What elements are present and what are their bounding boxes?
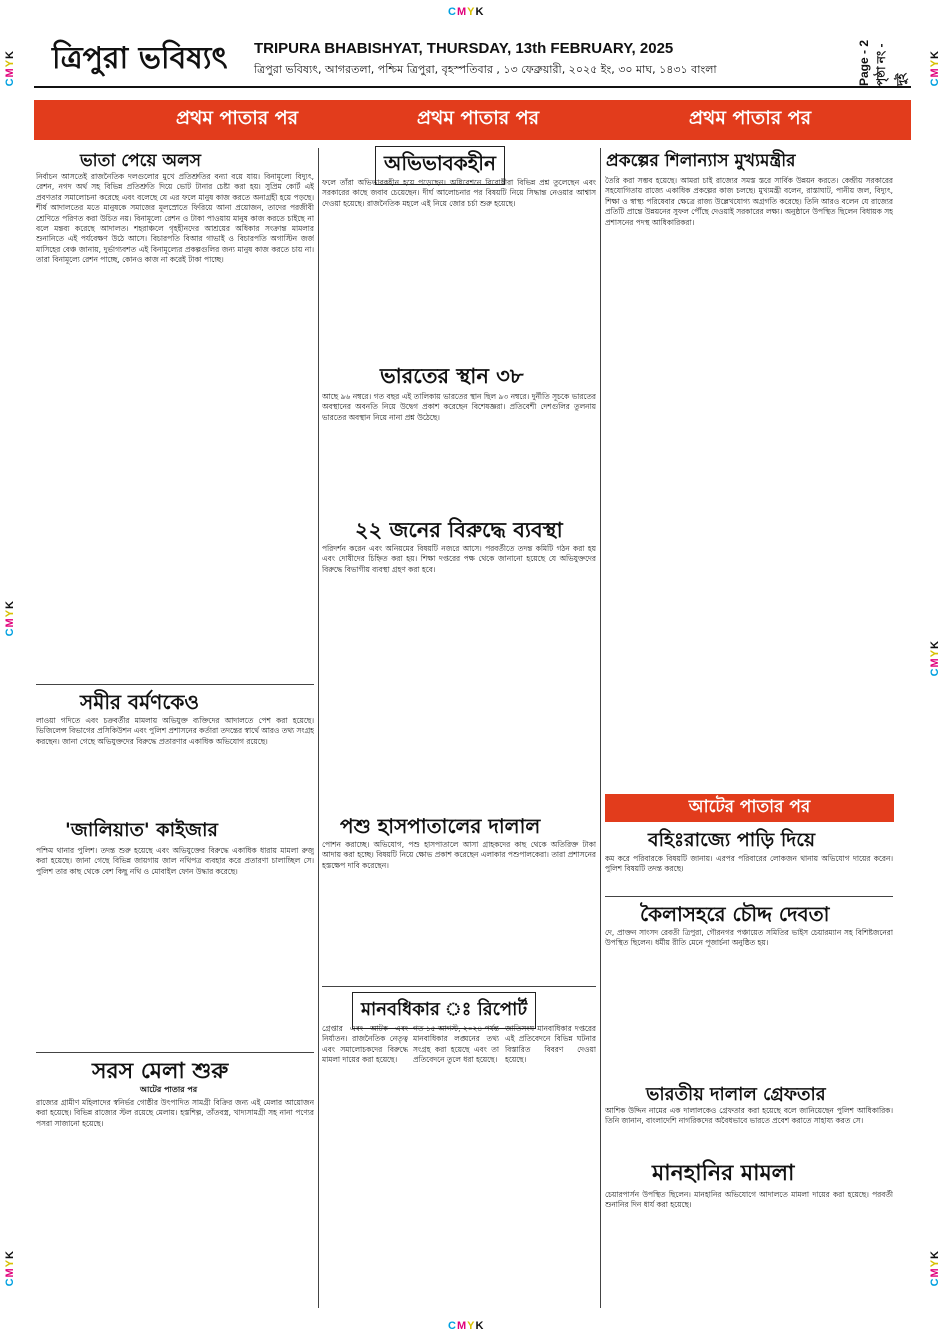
cmyk-mark-right: CMYK: [929, 50, 941, 87]
cmyk-mark-left: CMYK: [4, 600, 16, 637]
headline-manahani: মানহানির মামলা: [652, 1161, 795, 1186]
headline-abhibhabokhin: অভিভাবকহীন: [375, 146, 505, 185]
section-divider: [322, 986, 596, 987]
article-bahirajye: কম করে পরিবারকে বিষয়টি জানায়। এরপর পরিবারের লোকজন থানায় অভিযোগ দায়ের করেন। পুলিশ বিষয়টি তদন্ত করছে।: [605, 854, 893, 874]
headline-dalal-grefatar: ভারতীয় দালাল গ্রেফতার: [646, 1084, 826, 1105]
headline-pashu-hospital: পশু হাসপাতালের দালাল: [340, 814, 541, 838]
masthead-title: TRIPURA BHABISHYAT, THURSDAY, 13th FEBRUARY, 2025: [254, 40, 674, 57]
article-manahani: চেয়ারপার্সন উপস্থিত ছিলেন। মানহানির অভিযোগে আদালতে মামলা দায়ের করা হয়েছে। পরবর্তী শুনানির দিন ধার্য করা হয়েছে।: [605, 1190, 893, 1210]
headline-vata: ভাতা পেয়ে অলস: [80, 151, 202, 171]
continued-label: আটের পাতার পর: [140, 1085, 198, 1094]
headline-kaizar: 'জালিয়াত' কাইজার: [65, 819, 218, 841]
headline-22-jon: ২২ জনের বিরুদ্ধে ব্যবস্থা: [355, 518, 563, 542]
masthead-subtitle: ত্রিপুরা ভবিষ্যৎ, আগরতলা, পশ্চিম ত্রিপুরা, বৃহস্পতিবার , ১৩ ফেব্রুয়ারী, ২০২৫ ইং, ৩০ মাঘ, ১৪৩১ বাংলা: [254, 63, 717, 76]
section-divider: [36, 684, 314, 685]
newspaper-logo: ত্রিপুরা ভবিষ্যৎ: [52, 41, 228, 76]
masthead: [34, 28, 911, 88]
article-vata: নির্বাচন আসতেই রাজনৈতিক দলগুলোর মুখে প্রতিশ্রুতির বন্যা বয়ে যায়। বিনামূল্যে বিদ্যুৎ, রেশন, নগদ অর্থ সহ বিভিন্ন প্রতিশ্রুতি দিয়ে ভোট টানার চেষ্টা করা হয়। সুপ্রিম কোর্ট এই প্রবণতার সমালোচনা করেছে এবং বলেছে যে এর ফলে মানুষ কাজ করতে অনাগ্রহী হয়ে পড়ছে। শীর্ষ আদালতের মতে মানুষকে সমাজের মূলস্রোতে ফিরিয়ে আনা প্রয়োজন, তাদের পরজীবী শ্রেণিতে পরিণত করা উচিত নয়। বিনামূল্যে রেশন ও টাকা পাওয়ায় মানুষ কাজ করতে চাইছে না বলে মন্তব্য করেছে আদালত। শহরাঞ্চলে গৃহহীনদের আশ্রয়ের অধিকার সংক্রান্ত মামলার শুনানিতে এই পর্যবেক্ষণ উঠে আসে। বিচারপতি বিআর গাভাই ও বিচারপতি অগাস্টিন জর্জ মাসিহের বেঞ্চ জানায়, দুর্ভাগ্যবশত এই বিনামূল্যের প্রকল্পগুলির জন্য মানুষ কাজ করতে চায় না। তারা বিনামূল্যে রেশন পাচ্ছে, কোনও কাজ না করেই টাকা পাচ্ছে।: [36, 172, 314, 265]
banner-continued-2: প্রথম পাতার পর: [353, 100, 603, 140]
cmyk-mark-bottom: CMYK: [448, 1320, 485, 1332]
column-divider: [600, 148, 601, 1308]
masthead-info: [254, 40, 854, 80]
headline-kailashahar: কৈলাসহরে চৌদ্দ দেবতা: [640, 902, 830, 926]
banner-continued-3: প্রথম পাতার পর: [608, 100, 892, 140]
page-number: Page - 2 পৃষ্ঠা নং - দুই: [857, 39, 908, 86]
headline-saras-mela: সরস মেলা শুরু: [92, 1059, 229, 1084]
article-manabadhikar-part2: গত ১৫ আগস্ট, ২০২৪ পর্যন্ত মানবাধিকার লঙ্ঘনের তথ্য সংগ্রহ করা হয়েছে এবং তা প্রতিবেদনে তুলে ধরা হয়েছে।: [413, 1024, 499, 1065]
cmyk-mark-left: CMYK: [4, 1250, 16, 1287]
headline-bahirajye: বহিঃরাজ্যে পাড়ি দিয়ে: [648, 829, 816, 851]
headline-samir: সমীর বর্মণকেও: [80, 690, 200, 714]
article-bharat-38: আছে ৯৬ নম্বরে। গত বছর এই তালিকায় ভারতের স্থান ছিল ৯৩ নম্বরে। দুর্নীতি সূচকে ভারতের অবস্থানের অবনতি নিয়ে উদ্বেগ প্রকাশ করেছেন বিশেষজ্ঞরা। প্রতিবেশী দেশগুলির তুলনায় ভারতের অবস্থান নিয়ে নানা প্রশ্ন উঠেছে।: [322, 392, 596, 422]
article-22-jon: পরিদর্শন করেন এবং অনিয়মের বিষয়টি নজরে আসে। পরবর্তীতে তদন্ত কমিটি গঠন করা হয় এবং দোষীদের চিহ্নিত করা হয়। শিক্ষা দপ্তরের পক্ষ থেকে জানানো হয়েছে যে অভিযুক্তদের বিরুদ্ধে বিভাগীয় ব্যবস্থা গ্রহণ করা হবে।: [322, 544, 596, 574]
cmyk-mark-left: CMYK: [4, 50, 16, 87]
article-kaizar: পশ্চিম থানার পুলিশ। তদন্ত শুরু হয়েছে এবং অভিযুক্তের বিরুদ্ধে একাধিক ধারায় মামলা রুজু করা হয়েছে। জানা গেছে বিভিন্ন জায়গায় জাল নথিপত্র ব্যবহার করে প্রতারণা চালাচ্ছিল সে। পুলিশ তার কাছ থেকে বেশ কিছু নথি ও মোবাইল ফোন উদ্ধার করেছে।: [36, 846, 314, 876]
article-samir: লাওয়া গদিতে এবং চক্রবর্তীর মামলায় অভিযুক্ত ব্যক্তিদের আদালতে পেশ করা হয়েছে। ভিজিলেন্স বিভাগের প্রসিকিউশন এবং পুলিশ প্রশাসনের কর্তারা তদন্তের স্বার্থে আরও তথ্য সংগ্রহ করছেন। জানা গেছে অভিযুক্তদের বিরুদ্ধে প্রতারণার একাধিক অভিযোগ রয়েছে।: [36, 716, 314, 746]
headline-bharat-38: ভারতের স্থান ৩৮: [380, 364, 524, 388]
article-abhibhabokhin: ফলে তাঁরা অভিভাবকহীন হয়ে পড়েছেন। অধিবেশনে বিরোধীরা বিভিন্ন প্রশ্ন তুলেছেন এবং সরকারের কাছে জবাব চেয়েছেন। দীর্ঘ আলোচনার পর বিষয়টি নিয়ে সিদ্ধান্ত নেওয়ার আশ্বাস দেওয়া হয়েছে। রাজনৈতিক মহলে এই নিয়ে জোর চর্চা শুরু হয়েছে।: [322, 178, 596, 208]
banner-aater-pata: আটের পাতার পর: [605, 794, 894, 822]
cmyk-mark-top: CMYK: [448, 6, 485, 18]
column-divider: [318, 148, 319, 1308]
banner-continued-1: প্রথম পাতার পর: [127, 100, 347, 140]
headline-manabadhikar: মানবধিকার ঃ রিপোর্ট: [352, 992, 536, 1029]
cmyk-mark-right: CMYK: [929, 640, 941, 677]
section-divider: [605, 896, 893, 897]
article-kailashahar: দে, প্রাক্তন সাংসদ রেবতী ত্রিপুরা, গৌরনগর পঞ্চায়েত সমিতির ভাইস চেয়ারম্যান সহ বিশিষ্টজনেরা উপস্থিত ছিলেন। ধর্মীয় রীতি মেনে পূজার্চনা অনুষ্ঠিত হয়।: [605, 928, 893, 948]
headline-shilanyas: প্রকল্পের শিলান্যাস মুখ্যমন্ত্রীর: [606, 151, 796, 171]
section-divider: [36, 1052, 314, 1053]
article-dalal-grefatar: আশিক উদ্দিন নামের এক দালালকেও গ্রেফতার করা হয়েছে বলে জানিয়েছেন পুলিশ আধিকারিক। তিনি জানান, বাংলাদেশি নাগরিকদের অবৈধভাবে ভারতে প্রবেশ করাতে সাহায্য করত সে।: [605, 1106, 893, 1126]
cmyk-mark-right: CMYK: [929, 1250, 941, 1287]
article-shilanyas: তৈরি করা সম্ভব হয়েছে। আমরা চাই রাজ্যের সমস্ত স্তরে সার্বিক উন্নয়ন করতে। কেন্দ্রীয় সরকারের সহযোগিতায় রাজ্যে একাধিক প্রকল্পের কাজ চলছে। মুখ্যমন্ত্রী বলেন, রাস্তাঘাট, পানীয় জল, বিদ্যুৎ, শিক্ষা ও স্বাস্থ্য পরিষেবার ক্ষেত্রে রাজ্য উল্লেখযোগ্য অগ্রগতি করেছে। তিনি আরও বলেন যে রাজ্যের প্রতিটি প্রান্তে উন্নয়নের সুফল পৌঁছে দেওয়াই সরকারের লক্ষ্য। অনুষ্ঠানে উপস্থিত ছিলেন বিধায়ক সহ প্রশাসনের পদস্থ আধিকারিকরা।: [605, 176, 893, 227]
article-pashu-hospital: পোশন করাচ্ছে। অভিযোগ, পশু হাসপাতালে আসা গ্রাহকদের কাছ থেকে অতিরিক্ত টাকা আদায় করা হচ্ছে। বিষয়টি নিয়ে ক্ষোভ প্রকাশ করেছেন এলাকার পশুপালকেরা। তারা প্রশাসনের হস্তক্ষেপ দাবি করেছেন।: [322, 840, 596, 870]
article-saras-mela: রাজ্যের গ্রামীণ মহিলাদের স্বনির্ভর গোষ্ঠীর উৎপাদিত সামগ্রী বিক্রির জন্য এই মেলার আয়োজন করা হয়েছে। বিভিন্ন রাজ্যের স্টল রয়েছে মেলায়। হস্তশিল্প, তাঁতবস্ত্র, খাদ্যসামগ্রী সহ নানা পণ্যের পসরা সাজানো হয়েছে।: [36, 1098, 314, 1128]
article-manabadhikar-part1: গ্রেপ্তার এবং আটক এবং নির্যাতন। রাজনৈতিক নেতৃত্ব এবং সমালোচকদের বিরুদ্ধে মামলা দায়ের করা হয়েছে।: [322, 1024, 408, 1065]
article-manabadhikar-part3: জাতিসংঘ মানবাধিকার দপ্তরের এই প্রতিবেদনে বিভিন্ন ঘটনার বিস্তারিত বিবরণ দেওয়া হয়েছে।: [505, 1024, 596, 1065]
